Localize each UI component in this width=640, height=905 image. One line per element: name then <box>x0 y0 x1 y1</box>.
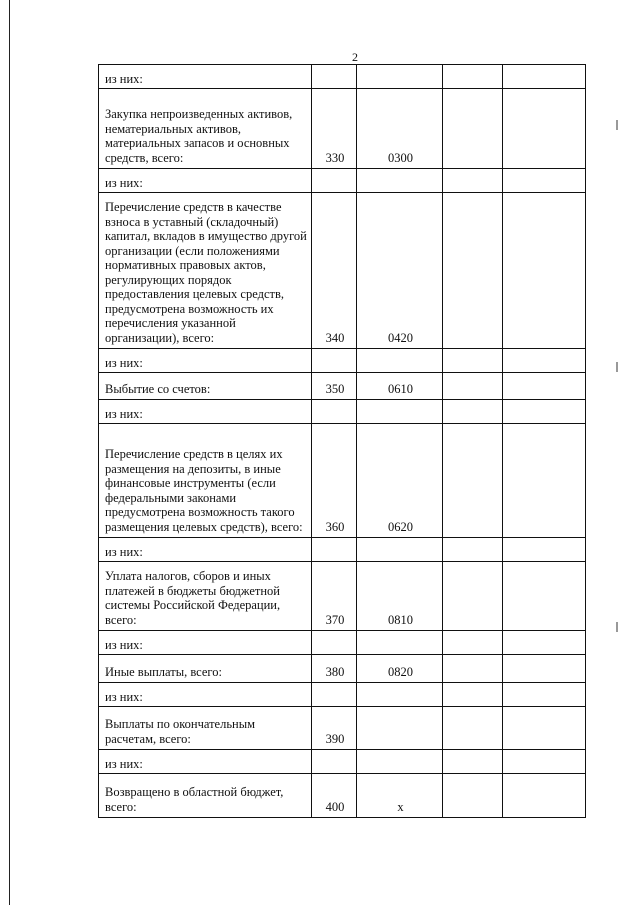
table-row <box>99 683 586 707</box>
empty-cell <box>443 424 503 538</box>
empty-cell <box>443 538 503 562</box>
empty-cell <box>443 65 503 89</box>
table-row <box>99 631 586 655</box>
table-row <box>99 562 586 631</box>
row-line-number <box>312 400 357 424</box>
row-line-number <box>312 631 357 655</box>
row-line-number: 400 <box>312 774 357 818</box>
row-code <box>357 538 443 562</box>
table-row <box>99 65 586 89</box>
row-code <box>357 349 443 373</box>
row-name: из них: <box>99 169 312 193</box>
report-table <box>98 64 586 818</box>
table-row <box>99 373 586 400</box>
empty-cell <box>503 169 586 193</box>
row-name: из них: <box>99 349 312 373</box>
empty-cell <box>443 655 503 683</box>
empty-cell <box>503 349 586 373</box>
empty-cell <box>443 774 503 818</box>
row-code: 0420 <box>357 193 443 349</box>
row-code: 0620 <box>357 424 443 538</box>
empty-cell <box>443 400 503 424</box>
row-code <box>357 683 443 707</box>
table-row <box>99 400 586 424</box>
empty-cell <box>443 193 503 349</box>
row-code <box>357 750 443 774</box>
empty-cell <box>503 538 586 562</box>
scan-mark <box>616 622 618 632</box>
table-row <box>99 349 586 373</box>
row-name: из них: <box>99 65 312 89</box>
empty-cell <box>503 424 586 538</box>
table-row <box>99 707 586 750</box>
empty-cell <box>503 373 586 400</box>
empty-cell <box>443 750 503 774</box>
row-line-number: 370 <box>312 562 357 631</box>
row-code <box>357 400 443 424</box>
empty-cell <box>503 707 586 750</box>
row-code: 0820 <box>357 655 443 683</box>
row-name: Выбытие со счетов: <box>99 373 312 400</box>
empty-cell <box>503 683 586 707</box>
empty-cell <box>503 65 586 89</box>
row-line-number: 390 <box>312 707 357 750</box>
row-name: Иные выплаты, всего: <box>99 655 312 683</box>
row-name: из них: <box>99 400 312 424</box>
scan-mark <box>616 362 618 372</box>
empty-cell <box>443 373 503 400</box>
row-line-number: 340 <box>312 193 357 349</box>
table-row <box>99 169 586 193</box>
empty-cell <box>443 631 503 655</box>
row-name: из них: <box>99 750 312 774</box>
row-code: 0300 <box>357 89 443 169</box>
row-name: из них: <box>99 683 312 707</box>
row-name: Перечисление средств в качестве взноса в уставный (складочный) капитал, вкладов в имущество другой организации (если положениями нормативных правовых актов, регулирующих порядок предоставления целевых средств, предусмотрена возможность их перечисления указанной организации), всего: <box>99 193 312 349</box>
row-line-number <box>312 683 357 707</box>
empty-cell <box>503 655 586 683</box>
table-row <box>99 424 586 538</box>
table-row <box>99 89 586 169</box>
table-row <box>99 193 586 349</box>
row-line-number <box>312 169 357 193</box>
empty-cell <box>503 193 586 349</box>
scan-mark <box>616 120 618 130</box>
row-code: 0810 <box>357 562 443 631</box>
empty-cell <box>443 707 503 750</box>
row-line-number: 330 <box>312 89 357 169</box>
row-line-number: 380 <box>312 655 357 683</box>
empty-cell <box>503 774 586 818</box>
empty-cell <box>443 683 503 707</box>
row-name: Возвращено в областной бюджет, всего: <box>99 774 312 818</box>
empty-cell <box>443 562 503 631</box>
table-row <box>99 774 586 818</box>
row-code <box>357 65 443 89</box>
row-code: 0610 <box>357 373 443 400</box>
table-row <box>99 750 586 774</box>
row-name: Закупка непроизведенных активов, нематериальных активов, материальных запасов и основных средств, всего: <box>99 89 312 169</box>
row-line-number <box>312 750 357 774</box>
row-code: x <box>357 774 443 818</box>
row-line-number: 350 <box>312 373 357 400</box>
row-code <box>357 631 443 655</box>
page-number: 2 <box>352 50 358 64</box>
row-line-number <box>312 349 357 373</box>
empty-cell <box>503 89 586 169</box>
empty-cell <box>443 89 503 169</box>
row-name: из них: <box>99 631 312 655</box>
row-code <box>357 707 443 750</box>
empty-cell <box>503 631 586 655</box>
row-code <box>357 169 443 193</box>
empty-cell <box>503 750 586 774</box>
table-row <box>99 538 586 562</box>
scan-left-border <box>9 0 10 905</box>
table-row <box>99 655 586 683</box>
row-name: Уплата налогов, сборов и иных платежей в бюджеты бюджетной системы Российской Федерации, всего: <box>99 562 312 631</box>
empty-cell <box>443 169 503 193</box>
row-line-number <box>312 538 357 562</box>
empty-cell <box>443 349 503 373</box>
empty-cell <box>503 562 586 631</box>
row-name: Перечисление средств в целях их размещения на депозиты, в иные финансовые инструменты (если федеральными законами предусмотрена возможность такого размещения целевых средств), всего: <box>99 424 312 538</box>
row-name: Выплаты по окончательным расчетам, всего: <box>99 707 312 750</box>
row-line-number: 360 <box>312 424 357 538</box>
row-line-number <box>312 65 357 89</box>
row-name: из них: <box>99 538 312 562</box>
empty-cell <box>503 400 586 424</box>
